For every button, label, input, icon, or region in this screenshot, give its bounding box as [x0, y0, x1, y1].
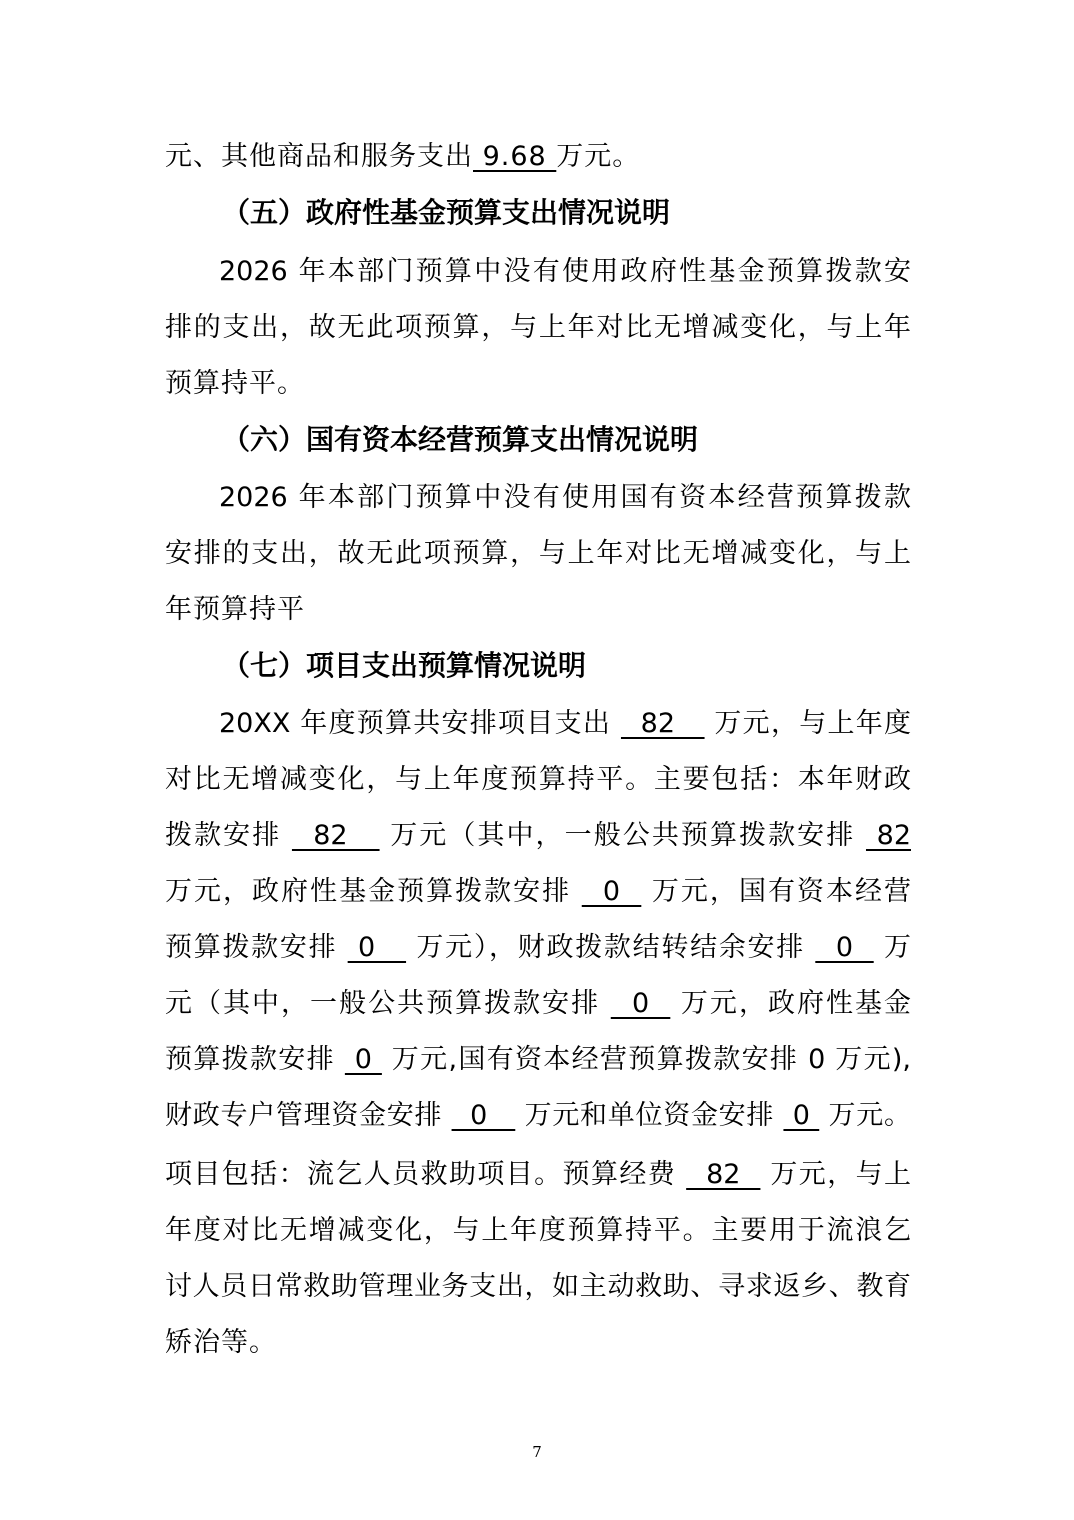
- text-segment: 万元，与上: [770, 1159, 911, 1190]
- underlined-value: 0: [451, 1100, 516, 1131]
- text-segment: 财政专户管理资金安排: [165, 1100, 443, 1131]
- section7-line-11: 讨人员日常救助管理业务支出，如主动救助、寻求返乡、教育: [165, 1271, 911, 1302]
- section5-line-1: 2026 年本部门预算中没有使用政府性基金预算拨款安: [219, 256, 911, 287]
- section7-line-12: 矫治等。: [165, 1327, 277, 1358]
- underlined-value: 0: [581, 876, 642, 907]
- text-segment: 万元和单位资金安排: [524, 1100, 775, 1131]
- underlined-value: 0: [610, 988, 671, 1019]
- section5-line-2: 排的支出，故无此项预算，与上年对比无增减变化，与上年: [165, 312, 911, 343]
- section7-line-7: [165, 1043, 911, 1077]
- section7-line-8: [165, 1099, 911, 1133]
- text-segment: 万元），财政拨款结转结余安排: [416, 932, 805, 963]
- underlined-value: 0: [815, 932, 874, 963]
- text-segment: 预算拨款安排: [165, 1044, 335, 1075]
- section5-line-3: 预算持平。: [165, 368, 305, 399]
- text-segment: 元（其中，一般公共预算拨款安排: [165, 988, 601, 1019]
- section6-line-3: 年预算持平: [165, 594, 305, 625]
- underlined-value: 0: [344, 1044, 382, 1075]
- text-segment: 拨款安排: [165, 820, 282, 851]
- underlined-value: 0: [783, 1100, 820, 1131]
- text-segment: 万元，政府性基金预算拨款安排: [165, 876, 572, 907]
- text-segment: 万元,国有资本经营预算拨款安排 0 万元),: [391, 1044, 912, 1075]
- underlined-value: 82: [865, 820, 911, 851]
- section7-line-4: [165, 875, 911, 909]
- section7-line-9: [165, 1158, 911, 1192]
- section7-line-1: [219, 707, 911, 741]
- text-segment: 万元，政府性基金: [680, 988, 911, 1019]
- text-segment: 20XX 年度预算共安排项目支出: [219, 708, 612, 739]
- text-segment: 元、其他商品和服务支出: [165, 141, 473, 172]
- text-segment: 万元，与上年度: [714, 708, 912, 739]
- text-segment: 项目包括：流乞人员救助项目。预算经费: [165, 1159, 677, 1190]
- underlined-value: 82: [686, 1159, 761, 1190]
- underlined-value: 82: [291, 820, 380, 851]
- underlined-value: 0: [347, 932, 407, 963]
- underlined-value: 9.68: [473, 141, 557, 172]
- text-segment: 预算拨款安排: [165, 932, 338, 963]
- text-segment: 万元，国有资本经营: [651, 876, 911, 907]
- section6-heading: （六）国有资本经营预算支出情况说明: [222, 423, 699, 456]
- section6-line-2: 安排的支出，故无此项预算，与上年对比无增减变化，与上: [165, 538, 911, 569]
- section7-line-6: [165, 987, 911, 1021]
- text-segment: 万: [884, 932, 912, 963]
- section7-line-5: [165, 931, 911, 965]
- section7-heading: （七）项目支出预算情况说明: [222, 649, 587, 682]
- text-segment: 万元（其中，一般公共预算拨款安排: [390, 820, 856, 851]
- section6-line-1: 2026 年本部门预算中没有使用国有资本经营预算拨款: [219, 482, 911, 513]
- page-number: 7: [532, 1443, 542, 1461]
- section7-line-2: 对比无增减变化，与上年度预算持平。主要包括：本年财政: [165, 764, 911, 795]
- section7-line-10: 年度对比无增减变化，与上年度预算持平。主要用于流浪乞: [165, 1215, 911, 1246]
- section5-heading: （五）政府性基金预算支出情况说明: [222, 196, 671, 229]
- section7-line-3: [165, 819, 911, 853]
- section4-tail-line: [165, 140, 911, 174]
- underlined-value: 82: [620, 708, 705, 739]
- text-segment: 万元。: [828, 1100, 911, 1131]
- text-segment: 万元。: [556, 141, 641, 172]
